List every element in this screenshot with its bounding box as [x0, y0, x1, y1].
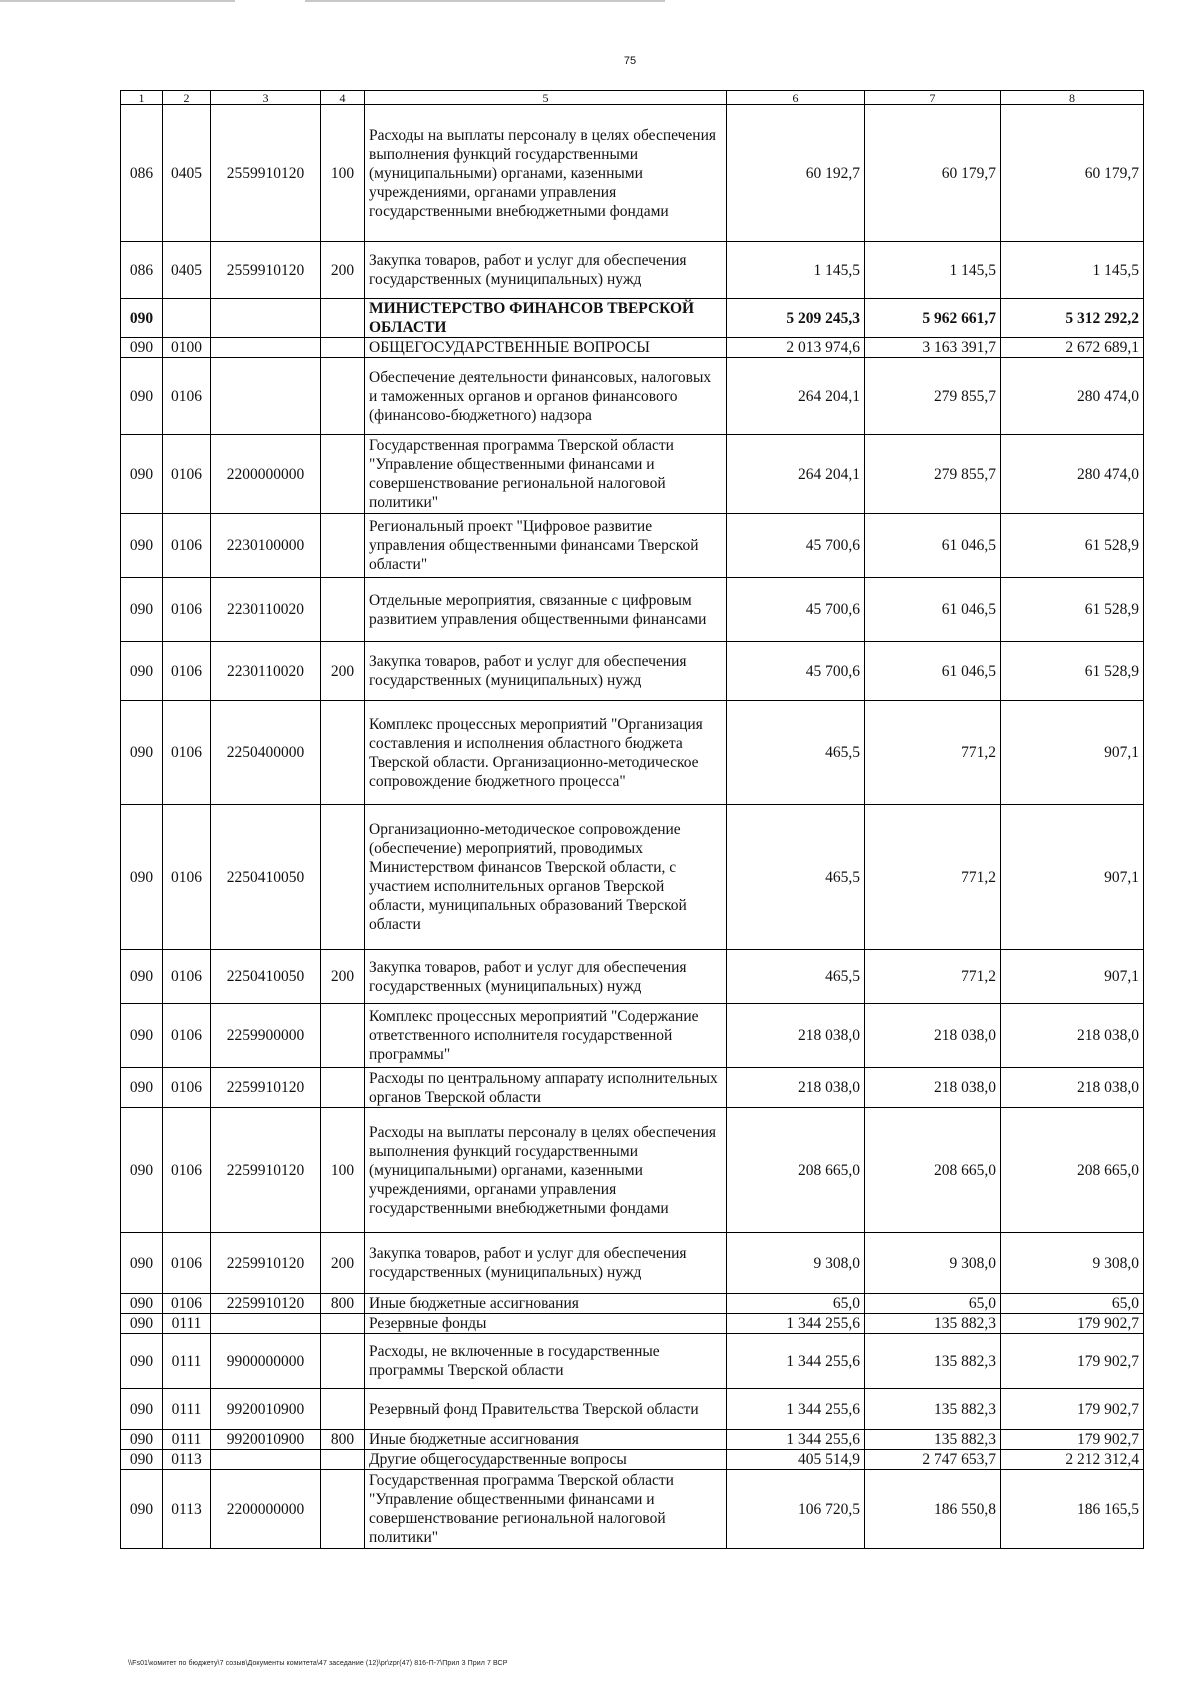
cell-chapter: 090 [121, 1004, 163, 1068]
cell-amount-col7: 60 179,7 [865, 105, 1001, 242]
cell-amount-col6: 465,5 [727, 805, 865, 950]
cell-amount-col6: 1 344 255,6 [727, 1334, 865, 1389]
cell-amount-col7: 218 038,0 [865, 1068, 1001, 1108]
cell-expense-type [321, 358, 365, 435]
cell-chapter: 090 [121, 805, 163, 950]
cell-amount-col6: 9 308,0 [727, 1233, 865, 1294]
cell-expense-type [321, 1389, 365, 1430]
cell-section: 0106 [163, 950, 211, 1004]
cell-chapter: 086 [121, 242, 163, 299]
table-row [121, 1430, 1144, 1450]
cell-expense-type [321, 1334, 365, 1389]
cell-amount-col8: 179 902,7 [1001, 1314, 1144, 1334]
cell-amount-col7: 186 550,8 [865, 1470, 1001, 1549]
cell-amount-col7: 279 855,7 [865, 435, 1001, 514]
table-row [121, 338, 1144, 358]
cell-description: Государственная программа Тверской области "Управление общественными финансами и совершенствование региональной налоговой политики" [365, 1470, 727, 1549]
cell-section: 0106 [163, 1233, 211, 1294]
cell-expense-type [321, 1068, 365, 1108]
cell-section: 0106 [163, 1294, 211, 1314]
cell-expense-type [321, 1314, 365, 1334]
cell-description: Расходы на выплаты персоналу в целях обеспечения выполнения функций государственными (муниципальными) органами, казенными учреждениями, органами управления государственными внебюджетными фондами [365, 105, 727, 242]
table-row [121, 242, 1144, 299]
cell-amount-col8: 179 902,7 [1001, 1389, 1144, 1430]
cell-amount-col6: 218 038,0 [727, 1004, 865, 1068]
cell-amount-col7: 771,2 [865, 805, 1001, 950]
cell-target-article: 2259910120 [211, 1294, 321, 1314]
cell-amount-col8: 218 038,0 [1001, 1004, 1144, 1068]
cell-description: ОБЩЕГОСУДАРСТВЕННЫЕ ВОПРОСЫ [365, 338, 727, 358]
header-col-6: 6 [727, 91, 865, 105]
cell-description: Региональный проект "Цифровое развитие управления общественными финансами Тверской области" [365, 514, 727, 578]
cell-amount-col6: 465,5 [727, 701, 865, 805]
cell-amount-col8: 61 528,9 [1001, 578, 1144, 642]
scan-top-line-right [305, 0, 665, 2]
cell-target-article [211, 1450, 321, 1470]
cell-amount-col7: 61 046,5 [865, 514, 1001, 578]
cell-expense-type: 200 [321, 642, 365, 701]
scan-top-line-left [0, 0, 235, 2]
cell-expense-type [321, 805, 365, 950]
cell-section: 0111 [163, 1334, 211, 1389]
cell-amount-col8: 907,1 [1001, 701, 1144, 805]
cell-amount-col6: 208 665,0 [727, 1108, 865, 1233]
cell-target-article: 2259910120 [211, 1108, 321, 1233]
cell-amount-col8: 1 145,5 [1001, 242, 1144, 299]
cell-amount-col6: 1 344 255,6 [727, 1430, 865, 1450]
cell-expense-type: 800 [321, 1430, 365, 1450]
cell-section [163, 299, 211, 338]
cell-description: Закупка товаров, работ и услуг для обеспечения государственных (муниципальных) нужд [365, 242, 727, 299]
cell-expense-type [321, 1004, 365, 1068]
cell-description: МИНИСТЕРСТВО ФИНАНСОВ ТВЕРСКОЙ ОБЛАСТИ [365, 299, 727, 338]
cell-section: 0106 [163, 578, 211, 642]
cell-description: Расходы на выплаты персоналу в целях обеспечения выполнения функций государственными (муниципальными) органами, казенными учреждениями, органами управления государственными внебюджетными фондами [365, 1108, 727, 1233]
header-col-3: 3 [211, 91, 321, 105]
table-row [121, 1470, 1144, 1549]
cell-expense-type: 200 [321, 950, 365, 1004]
cell-expense-type: 800 [321, 1294, 365, 1314]
cell-section: 0113 [163, 1450, 211, 1470]
cell-amount-col7: 3 163 391,7 [865, 338, 1001, 358]
cell-section: 0106 [163, 1108, 211, 1233]
cell-chapter: 090 [121, 1068, 163, 1108]
cell-amount-col7: 135 882,3 [865, 1389, 1001, 1430]
cell-amount-col8: 179 902,7 [1001, 1334, 1144, 1389]
cell-chapter: 090 [121, 358, 163, 435]
cell-chapter: 090 [121, 642, 163, 701]
header-col-1: 1 [121, 91, 163, 105]
cell-target-article: 2230110020 [211, 642, 321, 701]
cell-amount-col7: 208 665,0 [865, 1108, 1001, 1233]
cell-target-article: 2559910120 [211, 242, 321, 299]
header-col-7: 7 [865, 91, 1001, 105]
cell-amount-col7: 65,0 [865, 1294, 1001, 1314]
cell-amount-col7: 279 855,7 [865, 358, 1001, 435]
cell-amount-col6: 1 145,5 [727, 242, 865, 299]
cell-chapter: 090 [121, 299, 163, 338]
cell-amount-col6: 218 038,0 [727, 1068, 865, 1108]
cell-amount-col8: 61 528,9 [1001, 642, 1144, 701]
cell-amount-col6: 264 204,1 [727, 435, 865, 514]
cell-amount-col6: 1 344 255,6 [727, 1389, 865, 1430]
table-row [121, 1004, 1144, 1068]
cell-section: 0113 [163, 1470, 211, 1549]
cell-target-article: 9920010900 [211, 1430, 321, 1450]
cell-description: Отдельные мероприятия, связанные с цифровым развитием управления общественными финансами [365, 578, 727, 642]
cell-description: Резервные фонды [365, 1314, 727, 1334]
cell-section: 0106 [163, 642, 211, 701]
cell-description: Закупка товаров, работ и услуг для обеспечения государственных (муниципальных) нужд [365, 642, 727, 701]
cell-amount-col8: 9 308,0 [1001, 1233, 1144, 1294]
cell-amount-col6: 5 209 245,3 [727, 299, 865, 338]
cell-amount-col6: 45 700,6 [727, 642, 865, 701]
header-col-4: 4 [321, 91, 365, 105]
cell-chapter: 090 [121, 701, 163, 805]
cell-amount-col7: 771,2 [865, 701, 1001, 805]
cell-target-article: 2250400000 [211, 701, 321, 805]
cell-target-article: 9900000000 [211, 1334, 321, 1389]
cell-target-article [211, 338, 321, 358]
table-row [121, 805, 1144, 950]
cell-chapter: 090 [121, 338, 163, 358]
cell-expense-type [321, 299, 365, 338]
file-path-footer: \\Fs01\комитет по бюджету\7 созыв\Документы комитета\47 заседание (12)\pr\zpr(47) 816-П-7\Прил 3 Прил 7 ВСР [128, 1660, 508, 1667]
cell-section: 0405 [163, 242, 211, 299]
cell-expense-type: 200 [321, 1233, 365, 1294]
cell-chapter: 090 [121, 1294, 163, 1314]
cell-chapter: 090 [121, 1233, 163, 1294]
cell-amount-col8: 186 165,5 [1001, 1470, 1144, 1549]
table-row [121, 1108, 1144, 1233]
table-row [121, 950, 1144, 1004]
table-header-row [121, 91, 1144, 105]
cell-amount-col7: 135 882,3 [865, 1334, 1001, 1389]
cell-description: Другие общегосударственные вопросы [365, 1450, 727, 1470]
table-row [121, 1233, 1144, 1294]
cell-target-article: 2259900000 [211, 1004, 321, 1068]
cell-chapter: 090 [121, 1430, 163, 1450]
cell-amount-col8: 2 672 689,1 [1001, 338, 1144, 358]
cell-expense-type [321, 338, 365, 358]
cell-chapter: 090 [121, 1470, 163, 1549]
cell-amount-col7: 2 747 653,7 [865, 1450, 1001, 1470]
cell-target-article [211, 299, 321, 338]
cell-amount-col8: 5 312 292,2 [1001, 299, 1144, 338]
cell-amount-col8: 179 902,7 [1001, 1430, 1144, 1450]
cell-chapter: 090 [121, 950, 163, 1004]
cell-chapter: 090 [121, 1389, 163, 1430]
cell-amount-col8: 280 474,0 [1001, 358, 1144, 435]
cell-section: 0106 [163, 358, 211, 435]
header-col-8: 8 [1001, 91, 1144, 105]
table-row [121, 1389, 1144, 1430]
cell-target-article [211, 1314, 321, 1334]
table-row [121, 1068, 1144, 1108]
header-col-5: 5 [365, 91, 727, 105]
cell-target-article: 9920010900 [211, 1389, 321, 1430]
table-row [121, 358, 1144, 435]
cell-section: 0106 [163, 435, 211, 514]
cell-target-article: 2559910120 [211, 105, 321, 242]
cell-amount-col8: 907,1 [1001, 950, 1144, 1004]
cell-target-article: 2230100000 [211, 514, 321, 578]
cell-amount-col6: 45 700,6 [727, 578, 865, 642]
cell-description: Расходы по центральному аппарату исполнительных органов Тверской области [365, 1068, 727, 1108]
table-row [121, 435, 1144, 514]
cell-description: Организационно-методическое сопровождение (обеспечение) мероприятий, проводимых Министерством финансов Тверской области, с участием исполнительных органов Тверской области, муниципальных образований Тверской области [365, 805, 727, 950]
cell-amount-col8: 218 038,0 [1001, 1068, 1144, 1108]
cell-section: 0106 [163, 805, 211, 950]
cell-description: Закупка товаров, работ и услуг для обеспечения государственных (муниципальных) нужд [365, 1233, 727, 1294]
cell-section: 0111 [163, 1314, 211, 1334]
cell-target-article: 2200000000 [211, 1470, 321, 1549]
cell-description: Резервный фонд Правительства Тверской области [365, 1389, 727, 1430]
cell-amount-col6: 106 720,5 [727, 1470, 865, 1549]
cell-description: Расходы, не включенные в государственные программы Тверской области [365, 1334, 727, 1389]
cell-chapter: 090 [121, 1334, 163, 1389]
cell-amount-col7: 218 038,0 [865, 1004, 1001, 1068]
table-row [121, 105, 1144, 242]
cell-expense-type [321, 1450, 365, 1470]
cell-description: Иные бюджетные ассигнования [365, 1430, 727, 1450]
header-col-2: 2 [163, 91, 211, 105]
cell-description: Государственная программа Тверской области "Управление общественными финансами и совершенствование региональной налоговой политики" [365, 435, 727, 514]
page-number: 75 [623, 55, 637, 67]
cell-amount-col8: 208 665,0 [1001, 1108, 1144, 1233]
cell-target-article: 2200000000 [211, 435, 321, 514]
cell-description: Комплекс процессных мероприятий "Содержание ответственного исполнителя государственной программы" [365, 1004, 727, 1068]
cell-amount-col7: 61 046,5 [865, 642, 1001, 701]
cell-amount-col8: 2 212 312,4 [1001, 1450, 1144, 1470]
table-row [121, 1294, 1144, 1314]
cell-amount-col7: 5 962 661,7 [865, 299, 1001, 338]
cell-description: Закупка товаров, работ и услуг для обеспечения государственных (муниципальных) нужд [365, 950, 727, 1004]
cell-chapter: 090 [121, 1108, 163, 1233]
cell-target-article: 2259910120 [211, 1068, 321, 1108]
cell-section: 0106 [163, 1004, 211, 1068]
cell-section: 0100 [163, 338, 211, 358]
cell-amount-col6: 1 344 255,6 [727, 1314, 865, 1334]
cell-expense-type [321, 701, 365, 805]
cell-section: 0111 [163, 1430, 211, 1450]
cell-target-article: 2230110020 [211, 578, 321, 642]
cell-chapter: 090 [121, 514, 163, 578]
cell-amount-col6: 264 204,1 [727, 358, 865, 435]
cell-target-article: 2259910120 [211, 1233, 321, 1294]
cell-expense-type: 100 [321, 105, 365, 242]
cell-amount-col7: 61 046,5 [865, 578, 1001, 642]
cell-amount-col7: 771,2 [865, 950, 1001, 1004]
cell-chapter: 086 [121, 105, 163, 242]
cell-amount-col8: 280 474,0 [1001, 435, 1144, 514]
cell-section: 0405 [163, 105, 211, 242]
cell-target-article: 2250410050 [211, 805, 321, 950]
cell-chapter: 090 [121, 435, 163, 514]
cell-chapter: 090 [121, 1314, 163, 1334]
cell-expense-type: 200 [321, 242, 365, 299]
cell-chapter: 090 [121, 1450, 163, 1470]
cell-description: Иные бюджетные ассигнования [365, 1294, 727, 1314]
cell-amount-col6: 2 013 974,6 [727, 338, 865, 358]
cell-description: Обеспечение деятельности финансовых, налоговых и таможенных органов и органов финансового (финансово-бюджетного) надзора [365, 358, 727, 435]
cell-section: 0106 [163, 701, 211, 805]
cell-amount-col6: 465,5 [727, 950, 865, 1004]
table-row [121, 1450, 1144, 1470]
table-row [121, 1314, 1144, 1334]
budget-table [120, 90, 1144, 1549]
cell-amount-col6: 60 192,7 [727, 105, 865, 242]
cell-expense-type [321, 578, 365, 642]
cell-target-article: 2250410050 [211, 950, 321, 1004]
cell-amount-col8: 60 179,7 [1001, 105, 1144, 242]
cell-chapter: 090 [121, 578, 163, 642]
table-row [121, 1334, 1144, 1389]
cell-amount-col8: 65,0 [1001, 1294, 1144, 1314]
cell-amount-col6: 405 514,9 [727, 1450, 865, 1470]
cell-amount-col6: 45 700,6 [727, 514, 865, 578]
cell-section: 0106 [163, 514, 211, 578]
table-row [121, 642, 1144, 701]
cell-section: 0111 [163, 1389, 211, 1430]
cell-amount-col6: 65,0 [727, 1294, 865, 1314]
cell-amount-col8: 907,1 [1001, 805, 1144, 950]
cell-target-article [211, 358, 321, 435]
cell-expense-type: 100 [321, 1108, 365, 1233]
cell-expense-type [321, 1470, 365, 1549]
cell-section: 0106 [163, 1068, 211, 1108]
table-row [121, 578, 1144, 642]
table-row [121, 299, 1144, 338]
cell-expense-type [321, 435, 365, 514]
cell-expense-type [321, 514, 365, 578]
table-row [121, 701, 1144, 805]
cell-amount-col7: 135 882,3 [865, 1430, 1001, 1450]
table-row [121, 514, 1144, 578]
cell-amount-col7: 9 308,0 [865, 1233, 1001, 1294]
cell-amount-col8: 61 528,9 [1001, 514, 1144, 578]
cell-description: Комплекс процессных мероприятий "Организация составления и исполнения областного бюджета Тверской области. Организационно-методическое сопровождение бюджетного процесса" [365, 701, 727, 805]
cell-amount-col7: 1 145,5 [865, 242, 1001, 299]
cell-amount-col7: 135 882,3 [865, 1314, 1001, 1334]
